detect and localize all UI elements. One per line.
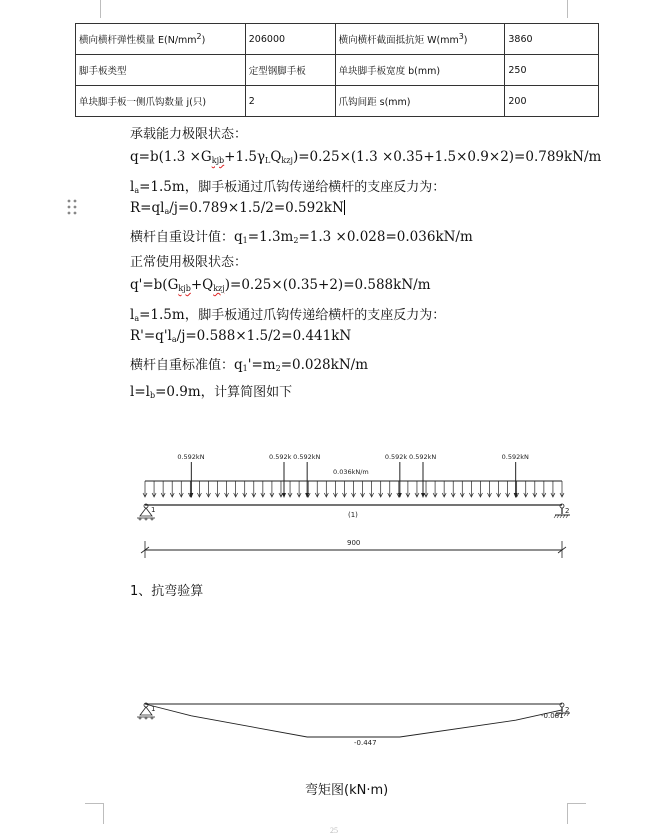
distributed-load-arrow xyxy=(206,481,210,497)
formula-la-2: $l_a=1.5m$，脚手板通过爪钩传递给横杆的支座反力为： xyxy=(130,307,446,323)
distributed-load-arrow xyxy=(478,481,482,497)
table-cell-label: 单块脚手板一侧爪钩数量 j(只) xyxy=(76,86,246,117)
section-heading: 1、抗弯验算 xyxy=(130,584,204,599)
distributed-load-arrow xyxy=(469,481,473,497)
point-load-label: 0.592kN xyxy=(501,453,529,461)
distributed-load-arrow xyxy=(524,481,528,497)
span-label: 900 xyxy=(347,539,361,547)
distributed-load-arrow xyxy=(361,481,365,497)
formula-la: $l_a=1.5m$，脚手板通过爪钩传递给横杆的支座反力为： xyxy=(130,179,446,195)
distributed-load-arrow xyxy=(551,481,555,497)
moment-curve xyxy=(145,704,562,737)
page-number: 25 xyxy=(330,826,338,835)
element-label: (1) xyxy=(348,511,358,519)
distributed-load-arrow xyxy=(170,481,174,497)
formula-q-prime: $q'=b(G_{kjb}+Q_{kzj})=0.25\times(0.35+2)=0.588kN/m$ xyxy=(130,277,431,293)
table-cell-value: 3860 xyxy=(505,24,599,55)
distributed-load-arrow xyxy=(415,481,419,497)
distributed-load-arrow xyxy=(388,481,392,497)
distributed-load-arrow xyxy=(424,481,428,497)
page-margin-mark xyxy=(567,803,586,824)
formula-r[interactable]: $R=ql_a/j=0.789\times 1.5/2=0.592kN$ xyxy=(130,200,344,216)
point-load xyxy=(409,453,436,498)
table-row xyxy=(76,24,599,55)
distributed-load-arrow xyxy=(270,481,274,497)
distributed-load-arrow xyxy=(406,481,410,497)
table-cell-value: 250 xyxy=(505,55,599,86)
distributed-load-label: 0.036kN/m xyxy=(333,468,369,476)
parameter-table xyxy=(75,23,599,117)
heading-serviceability-limit-state: 正常使用极限状态： xyxy=(130,255,248,270)
distributed-load-arrow xyxy=(152,481,156,497)
formula-q: $q=b(1.3 \times G_{kjb}+1.5\gamma_LQ_{kzj})=0.25\times(1.3 \times 0.35+1.5\times 0.9\times 2)=0.789kN/m$ xyxy=(130,149,602,165)
point-load xyxy=(293,453,320,498)
moment-label-end: -0.081 xyxy=(541,712,564,720)
point-load-label: 0.592kN xyxy=(177,453,205,461)
distributed-load-arrow xyxy=(225,481,229,497)
distributed-load-arrow xyxy=(342,481,346,497)
point-load xyxy=(502,453,529,498)
page-margin-mark xyxy=(85,803,104,824)
point-load-label: 0.592k xyxy=(269,453,292,461)
distributed-load-arrow xyxy=(451,481,455,497)
distributed-load-arrow xyxy=(243,481,247,497)
distributed-load-arrow xyxy=(234,481,238,497)
distributed-load-arrow xyxy=(497,481,501,497)
point-load-label: 0.592k xyxy=(384,453,408,461)
moment-diagram-caption: 弯矩图(kN·m) xyxy=(305,783,389,798)
distributed-load-arrow xyxy=(324,481,328,497)
table-cell-label: 横向横杆弹性模量 $E(N/mm^2)$ xyxy=(76,24,246,55)
point-load-label: 0.592kN xyxy=(293,453,321,461)
distributed-load-arrow xyxy=(442,481,446,497)
table-cell-label: 单块脚手板宽度 b(mm) xyxy=(335,55,505,86)
page-margin-mark xyxy=(567,0,568,18)
distributed-load-arrow xyxy=(252,481,256,497)
distributed-load-arrow xyxy=(161,481,165,497)
node-label: 2 xyxy=(565,706,570,714)
distributed-load-arrow xyxy=(533,481,537,497)
table-cell-value: 定型钢脚手板 xyxy=(245,55,335,86)
text-cursor xyxy=(344,200,345,215)
load-diagram xyxy=(0,440,647,565)
distributed-load-arrow xyxy=(288,481,292,497)
point-load-label: 0.592kN xyxy=(409,453,437,461)
table-row xyxy=(76,86,599,117)
table-cell-value: 200 xyxy=(505,86,599,117)
distributed-load-arrow xyxy=(279,481,283,497)
distributed-load-arrow xyxy=(261,481,265,497)
moment-label-min: -0.447 xyxy=(354,739,377,747)
distributed-load-arrow xyxy=(506,481,510,497)
drag-handle-icon[interactable] xyxy=(67,199,77,215)
node-label: 2 xyxy=(565,507,570,515)
distributed-load-arrow xyxy=(179,481,183,497)
formula-q1: 横杆自重设计值：$q_1=1.3m_2=1.3 \times 0.028=0.036kN/m$ xyxy=(130,229,473,245)
point-load xyxy=(269,453,292,498)
distributed-load-arrows xyxy=(143,481,564,497)
table-cell-value: 2 xyxy=(245,86,335,117)
point-load xyxy=(385,453,408,498)
heading-ultimate-limit-state: 承载能力极限状态： xyxy=(130,127,248,142)
table-row xyxy=(76,55,599,86)
distributed-load-arrow xyxy=(315,481,319,497)
formula-r-prime: $R'=q'l_a/j=0.588\times 1.5/2=0.441kN$ xyxy=(130,328,352,344)
distributed-load-arrow xyxy=(216,481,220,497)
formula-q1-prime: 横杆自重标准值：$q_1'=m_2=0.028kN/m$ xyxy=(130,357,368,373)
table-cell-value: 206000 xyxy=(245,24,335,55)
page-margin-mark xyxy=(100,0,101,18)
distributed-load-arrow xyxy=(433,481,437,497)
distributed-load-arrow xyxy=(379,481,383,497)
formula-l: $l=l_b=0.9m$，计算简图如下 xyxy=(130,384,293,400)
moment-diagram xyxy=(0,690,647,750)
distributed-load-arrow xyxy=(460,481,464,497)
distributed-load-arrow xyxy=(297,481,301,497)
distributed-load-arrow xyxy=(560,481,564,497)
distributed-load-arrow xyxy=(370,481,374,497)
table-cell-label: 横向横杆截面抵抗矩 $W(mm^3)$ xyxy=(335,24,505,55)
table-cell-label: 脚手板类型 xyxy=(76,55,246,86)
distributed-load-arrow xyxy=(487,481,491,497)
node-label: 1 xyxy=(151,506,156,514)
distributed-load-arrow xyxy=(197,481,201,497)
table-cell-label: 爪钩间距 s(mm) xyxy=(335,86,505,117)
distributed-load-arrow xyxy=(333,481,337,497)
node-label: 1 xyxy=(151,705,156,713)
distributed-load-arrow xyxy=(143,481,147,497)
distributed-load-arrow xyxy=(352,481,356,497)
distributed-load-arrow xyxy=(542,481,546,497)
